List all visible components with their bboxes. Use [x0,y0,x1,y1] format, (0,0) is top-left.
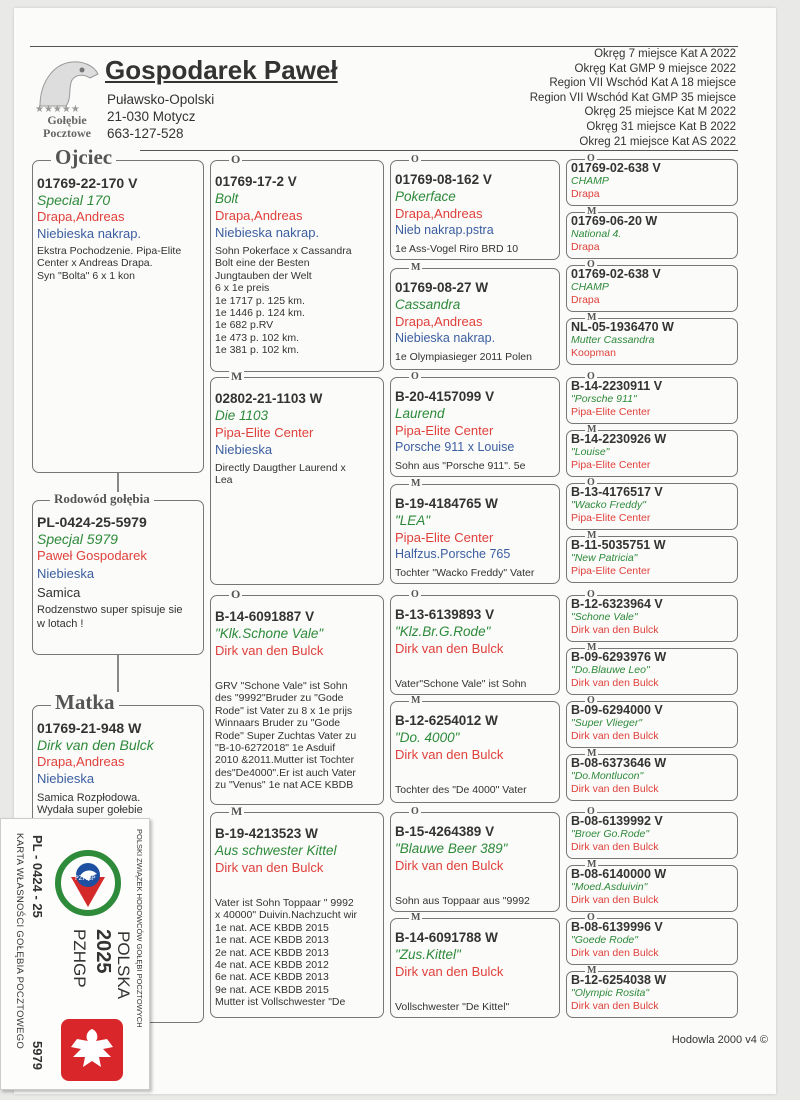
sire-label: O [411,371,419,382]
sire-label: O [587,695,595,706]
g3-name: "Do. 4000" [395,730,460,745]
g4-ring: B-09-6294000 V [571,703,663,717]
desc-line: "B-10-6272018" 1e Asduif [215,742,336,755]
fm-desc [215,462,346,487]
mother-desc [37,792,143,817]
desc-line: Center x Andreas Drapa. [37,257,153,270]
father-box[interactable] [32,145,204,473]
fm-name: Die 1103 [215,408,269,423]
mf-name: "Klk.Schone Vale" [215,626,324,641]
g4-box[interactable] [566,589,738,642]
g4-box[interactable] [566,965,738,1018]
sire-label: O [587,371,595,382]
g3-box[interactable] [390,371,560,477]
g4-breeder: Dirk van den Bulck [571,1000,659,1012]
ff-color: Niebieska nakrap. [215,225,320,240]
dam-label: M [411,695,421,706]
father-father-box[interactable] [210,152,384,372]
mother-ring: 01769-21-948 W [37,720,142,736]
g4-ring: 01769-02-638 V [571,161,661,175]
g4-breeder: Pipa-Elite Center [571,406,651,418]
desc-line: 1e 1717 p. 125 km. [215,294,305,307]
g3-breeder: Drapa,Andreas [395,206,483,221]
fm-ring: 02802-21-1103 W [215,391,323,406]
father-desc [37,245,181,282]
g4-breeder: Pipa-Elite Center [571,512,651,524]
g3-ring: B-12-6254012 W [395,713,498,728]
g4-ring: B-08-6140000 W [571,867,667,881]
g4-box[interactable] [566,312,738,365]
achievement: Okręg Kat GMP 9 miejsce 2022 [574,62,736,75]
achievements-list [530,47,736,149]
desc-line: Bolt eine der Besten [215,257,310,270]
dam-label: M [411,912,421,923]
desc-line: Jungtauben der Welt [215,269,312,282]
g4-name: "Do.Blauwe Leo" [571,664,650,676]
card-brand-line3: PZHGP [70,929,89,988]
sire-label: O [411,154,419,165]
mf-breeder: Dirk van den Bulck [215,643,324,658]
g3-name: "Blauwe Beer 389" [395,841,508,856]
g4-box[interactable] [566,206,738,259]
mf-ring: B-14-6091887 V [215,609,315,624]
breeder-name: Gospodarek Paweł [105,55,338,85]
g4-box[interactable] [566,424,738,477]
desc-line: Wydała super gołebie [37,804,143,817]
g3-ring: B-20-4157099 V [395,389,495,404]
g3-color: Halfzus.Porsche 765 [395,547,511,561]
ownership-card [0,818,150,1090]
g3-color: Nieb nakrap.pstra [395,223,494,237]
g4-box[interactable] [566,477,738,530]
pedigree-bird-box[interactable] [32,491,204,655]
ff-breeder: Drapa,Andreas [215,208,303,223]
g4-breeder: Drapa [571,188,600,200]
g3-name: Laurend [395,406,445,421]
desc-line: 1e nat. ACE KBDB 2013 [215,934,329,947]
desc-line: 1e 682 p.RV [215,319,274,332]
desc-line: 9e nat. ACE KBDB 2015 [215,983,329,996]
g4-breeder: Koopman [571,347,616,359]
desc-line: Sohn Pokerface x Cassandra [215,245,352,257]
desc-line: Rode" Super Zuchtas Vater zu [215,729,357,742]
g3-ring: B-14-6091788 W [395,930,498,945]
header-bottom-rule [140,150,738,151]
dam-label: M [231,804,243,818]
desc-line: GRV "Schone Vale" ist Sohn [215,680,348,692]
desc-line: Rode" ist Vater zu 8 x 1e prijs [215,704,353,717]
g3-color: Niebieska nakrap. [395,331,496,345]
dam-label: M [411,478,421,489]
mf-desc [215,680,356,792]
card-number: 5979 [30,1041,45,1070]
card-ring: PL - 0424 - 25 [30,835,45,918]
breeder-region: Puławsko-Opolski [107,92,215,107]
sire-label: O [587,477,595,488]
father-name: Special 170 [37,192,111,208]
dam-label: M [587,206,597,217]
g3-box[interactable] [390,695,560,803]
g4-breeder: Pipa-Elite Center [571,459,651,471]
desc-line: des "9992"Bruder zu "Gode [215,692,344,705]
breeder-address: 21-030 Motycz [107,109,196,124]
g3-desc: 1e Ass-Vogel Riro BRD 10 [395,243,519,255]
card-org: POLSKI ZWIĄZEK HODOWCÓW GOŁĘBI POCZTOWYCH [135,829,144,1028]
desc-line: Lea [215,474,233,487]
g4-ring: B-08-6139996 V [571,920,663,934]
mm-ring: B-19-4213523 W [215,826,318,841]
g4-name: "Broer Go.Rode" [571,828,650,840]
g3-breeder: Dirk van den Bulck [395,747,504,762]
sire-label: O [587,806,595,817]
father-mother-box[interactable] [210,369,384,585]
card-header: KARTA WŁASNOŚCI GOŁĘBIA POCZTOWEGO [14,833,25,1050]
desc-line: 2e nat. ACE KBDB 2013 [215,946,329,959]
desc-line: Directly Daugther Laurend x [215,462,346,474]
mother-father-box[interactable] [210,587,384,805]
bird-breeder: Paweł Gospodarek [37,548,147,563]
g3-box[interactable] [390,262,560,370]
g3-box[interactable] [390,589,560,695]
dam-label: M [587,642,597,653]
g4-name: "Schone Vale" [571,611,638,623]
connector-line [117,654,119,696]
mother-name: Dirk van den Bulck [37,737,154,753]
fm-color: Niebieska [215,442,273,457]
g3-desc: Sohn aus Toppaar aus "9992 [395,895,530,907]
pigeon-logo-icon [32,54,102,114]
g3-desc: Tochter des "De 4000" Vater [395,784,527,796]
desc-line: x 40000" Duivin.Nachzucht wir [215,909,358,922]
g3-desc: Vollschwester "De Kittel" [395,1001,510,1013]
bird-name: Specjal 5979 [37,531,118,547]
g4-breeder: Dirk van den Bulck [571,841,659,853]
fm-breeder: Pipa-Elite Center [215,425,314,440]
g3-box[interactable] [390,806,560,912]
desc-line: 1e 381 p. 102 km. [215,344,300,357]
g3-breeder: Drapa,Andreas [395,314,483,329]
g4-breeder: Dirk van den Bulck [571,677,659,689]
dam-label: M [587,748,597,759]
g4-name: National 4. [571,228,622,240]
g4-ring: B-12-6254038 W [571,973,667,987]
g4-box[interactable] [566,806,738,859]
g3-ring: 01769-08-162 V [395,172,492,187]
g4-breeder: Dirk van den Bulck [571,783,659,795]
sire-label: O [587,912,595,923]
sire-label: O [587,259,595,270]
g4-ring: B-08-6373646 W [571,756,667,770]
desc-line: 2010 &2011.Mutter ist Tochter [215,754,355,767]
ff-ring: 01769-17-2 V [215,174,297,189]
desc-line: zu "Venus" 1e nat ACE KBDB [215,779,354,792]
g4-breeder: Dirk van den Bulck [571,947,659,959]
g4-name: CHAMP [571,281,609,293]
father-label: Ojciec [51,147,116,168]
svg-text:★★★★★: ★★★★★ [35,104,80,114]
father-color: Niebieska nakrap. [37,226,142,241]
g4-name: Mutter Cassandra [571,334,655,346]
logo-line2: Pocztowe [43,126,91,140]
g4-ring: B-13-4176517 V [571,485,663,499]
pedigree-label: Rodowód gołębia [50,492,154,505]
bird-desc [37,603,183,631]
g3-name: "Zus.Kittel" [395,947,461,962]
breeder-phone: 663-127-528 [107,126,184,141]
g4-box[interactable] [566,530,738,583]
mm-desc [215,897,357,1009]
g4-breeder: Pipa-Elite Center [571,565,651,577]
card-brand-line1: POLSKA [114,931,133,1000]
g3-desc: Vater"Schone Vale" ist Sohn [395,678,527,690]
dam-label: M [587,530,597,541]
dam-label: M [587,859,597,870]
logo-line1: Gołębie [47,113,87,127]
desc-line: 4e nat. ACE KBDB 2012 [215,959,329,972]
g4-name: "Super Vlieger" [571,717,643,729]
g4-ring: B-14-2230926 W [571,432,667,446]
g3-ring: B-19-4184765 W [395,496,498,511]
bird-ring: PL-0424-25-5979 [37,514,147,530]
g4-ring: B-14-2230911 V [571,379,663,393]
card-brand-year: 2025 [92,929,114,974]
g4-breeder: Drapa [571,294,600,306]
bird-sex: Samica [37,585,81,600]
g3-breeder: Dirk van den Bulck [395,964,504,979]
mother-mother-box[interactable] [210,804,384,1018]
g4-name: "Do.Montlucon" [571,770,644,782]
dam-label: M [411,262,421,273]
sire-label: O [231,152,241,166]
desc-line: Ekstra Pochodzenie. Pipa-Elite [37,245,182,257]
g3-box[interactable] [390,478,560,584]
ff-desc [215,245,352,357]
achievement: Region VII Wschód Kat A 18 miejsce [549,77,736,90]
g3-box[interactable] [390,154,560,260]
g3-desc: Sohn aus "Porsche 911". 5e [395,460,526,472]
desc-line: 1e 473 p. 102 km. [215,331,300,344]
sire-label: O [411,589,419,600]
g3-ring: B-13-6139893 V [395,607,495,622]
mother-breeder: Drapa,Andreas [37,754,125,769]
g4-breeder: Drapa [571,241,600,253]
g3-breeder: Dirk van den Bulck [395,858,504,873]
mm-breeder: Dirk van den Bulck [215,860,324,875]
desc-line: des"De4000".Er ist auch Vater [215,766,356,779]
mother-color: Niebieska [37,771,95,786]
g3-breeder: Dirk van den Bulck [395,641,504,656]
g4-ring: B-11-5035751 W [571,538,666,552]
g4-name: "New Patricia" [571,552,638,564]
desc-line: w lotach ! [37,618,84,630]
achievement: Okręg 25 miejsce Kat M 2022 [584,106,736,119]
g4-name: "Wacko Freddy" [571,499,646,511]
g3-ring: B-15-4264389 V [395,824,495,839]
g4-ring: B-09-6293976 W [571,650,667,664]
g3-desc: 1e Olympiasieger 2011 Polen [395,351,532,363]
g3-breeder: Pipa-Elite Center [395,530,494,545]
desc-line: 1e nat. ACE KBDB 2015 [215,921,329,934]
g4-ring: NL-05-1936470 W [571,320,674,334]
g4-box[interactable] [566,748,738,801]
g3-ring: 01769-08-27 W [395,280,489,295]
g3-breeder: Pipa-Elite Center [395,423,494,438]
desc-line: Samica Rozpłodowa. [37,792,141,804]
achievement: Okreg 21 miejsce Kat AS 2022 [579,135,736,148]
desc-line: 1e 1446 p. 124 km. [215,307,305,320]
sire-label: O [231,587,241,601]
g3-desc: Tochter "Wacko Freddy" Vater [395,567,535,579]
g4-box[interactable] [566,153,738,206]
polish-eagle-icon [59,1017,125,1083]
g4-breeder: Dirk van den Bulck [571,894,659,906]
g4-box[interactable] [566,371,738,424]
g4-name: CHAMP [571,175,609,187]
g4-name: "Olympic Rosita" [571,987,650,999]
g4-box[interactable] [566,259,738,312]
g4-box[interactable] [566,859,738,912]
desc-line: Vater ist Sohn Toppaar " 9992 [215,897,354,909]
footer-software: Hodowla 2000 v4 © [671,1034,768,1046]
desc-line: Winnaars Bruder zu "Gode [215,717,341,730]
desc-line: 6 x 1e preis [215,282,270,295]
father-ring: 01769-22-170 V [37,175,138,191]
g4-name: "Louise" [571,446,610,458]
g3-color: Porsche 911 x Louise [395,440,515,454]
dam-label: M [587,312,597,323]
g4-ring: B-12-6323964 V [571,597,663,611]
g4-breeder: Dirk van den Bulck [571,730,659,742]
g3-name: "Klz.Br.G.Rode" [395,624,491,639]
dam-label: M [587,424,597,435]
g4-box[interactable] [566,695,738,748]
sire-label: O [587,153,595,164]
achievement: Okręg 31 miejsce Kat B 2022 [586,120,736,133]
bird-color: Niebieska [37,566,95,581]
g3-name: "LEA" [395,513,431,528]
g4-breeder: Dirk van den Bulck [571,624,659,636]
sire-label: O [411,806,419,817]
g4-name: "Porsche 911" [571,393,637,405]
desc-line: Syn "Bolta" 6 x 1 kon [37,269,135,282]
g4-ring: 01769-06-20 W [571,214,658,228]
emblem-text: PZHGP [75,875,96,882]
ff-name: Bolt [215,191,239,206]
desc-line: 6e nat. ACE KBDB 2013 [215,971,329,984]
g3-name: Pokerface [395,189,456,204]
g3-box[interactable] [390,912,560,1018]
father-breeder: Drapa,Andreas [37,209,125,224]
g3-name: Cassandra [395,297,461,312]
desc-line: Mutter ist Vollschwester "De [215,996,346,1009]
g4-ring: 01769-02-638 V [571,267,661,281]
pzhgp-emblem-icon [53,845,123,921]
g4-name: "Moed.Asduivin" [571,881,648,893]
dam-label: M [587,965,597,976]
mother-label: Matka [51,692,119,713]
g4-name: "Goede Rode" [571,934,638,946]
g4-ring: B-08-6139992 V [571,814,663,828]
logo [32,54,102,142]
achievement: Region VII Wschód Kat GMP 35 miejsce [529,91,736,104]
achievement: Okręg 7 miejsce Kat A 2022 [594,48,736,60]
sire-label: O [587,589,595,600]
mm-name: Aus schwester Kittel [215,843,337,858]
g4-box[interactable] [566,912,738,965]
desc-line: Rodzenstwo super spisuje sie [37,604,183,616]
dam-label: M [231,369,243,383]
g4-box[interactable] [566,642,738,695]
